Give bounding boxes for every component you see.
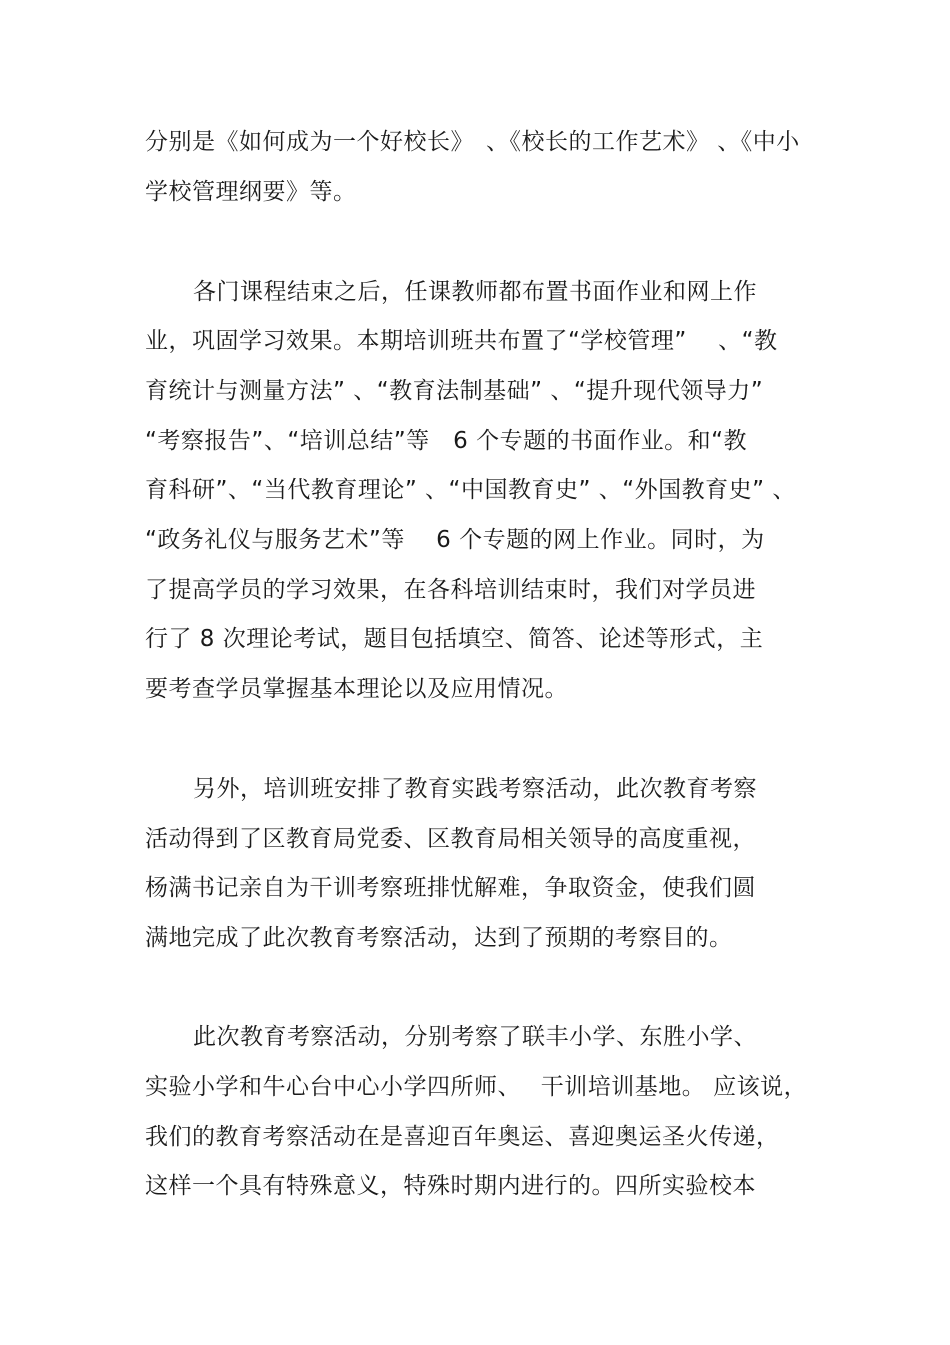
paragraph-4-line-3: 我们的教育考察活动在是喜迎百年奥运、喜迎奥运圣火传递， (145, 1124, 780, 1150)
paragraph-4-line-4: 这样一个具有特殊意义，特殊时期内进行的。四所实验校本 (145, 1173, 756, 1199)
paragraph-4-line-2: 实验小学和牛心台中心小学四所师、 干训培训基地。 应该说， (145, 1074, 808, 1100)
paragraph-3-line-4: 满地完成了此次教育考察活动，达到了预期的考察目的。 (145, 925, 733, 951)
paragraph-2-line-8: 行了 8 次理论考试，题目包括填空、简答、论述等形式，主 (145, 626, 764, 652)
paragraph-3-line-3: 杨满书记亲自为干训考察班排忧解难，争取资金，使我们圆 (145, 875, 756, 901)
paragraph-3-line-2: 活动得到了区教育局党委、区教育局相关领导的高度重视， (145, 826, 756, 852)
paragraph-4-line-1: 此次教育考察活动，分别考察了联丰小学、东胜小学、 (193, 1024, 757, 1050)
paragraph-1-line-2: 学校管理纲要》等。 (145, 179, 357, 205)
paragraph-2-line-6: “政务礼仪与服务艺术”等 6 个专题的网上作业。同时，为 (145, 527, 765, 553)
paragraph-3-line-1: 另外，培训班安排了教育实践考察活动，此次教育考察 (193, 776, 757, 802)
paragraph-2-line-2: 业，巩固学习效果。本期培训班共布置了“学校管理” 、“教 (145, 328, 778, 354)
paragraph-2-line-4: “考察报告”、“培训总结”等 6 个专题的书面作业。和“教 (145, 428, 748, 454)
paragraph-2-line-5: 育科研”、“当代教育理论” 、“中国教育史” 、“外国教育史” 、 (145, 477, 796, 503)
paragraph-2-line-3: 育统计与测量方法” 、“教育法制基础” 、“提升现代领导力” (145, 378, 764, 404)
paragraph-2-line-7: 了提高学员的学习效果，在各科培训结束时，我们对学员进 (145, 577, 756, 603)
paragraph-2-line-1: 各门课程结束之后，任课教师都布置书面作业和网上作 (193, 279, 757, 305)
paragraph-1-line-1: 分别是《如何成为一个好校长》 、《校长的工作艺术》 、《中小 (145, 129, 800, 155)
paragraph-2-line-9: 要考查学员掌握基本理论以及应用情况。 (145, 676, 568, 702)
